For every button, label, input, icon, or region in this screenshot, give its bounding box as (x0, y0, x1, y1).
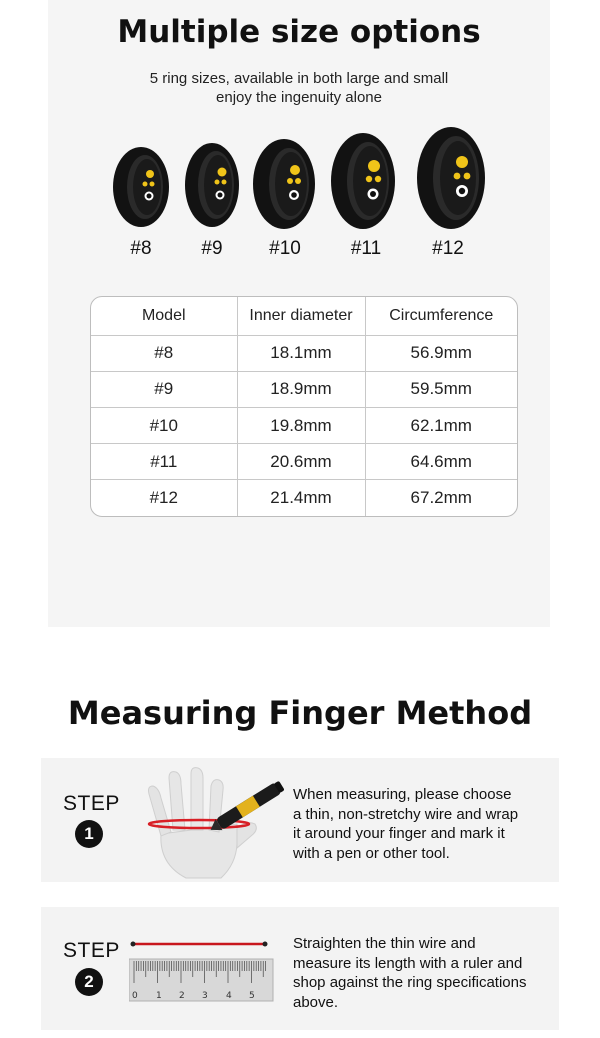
ring-label-10: #10 (269, 238, 301, 259)
step-1-card (41, 758, 559, 882)
ruler-label-1: 1 (156, 991, 162, 1001)
measuring-method-title: Measuring Finger Method (67, 694, 533, 732)
step-1-number-badge: 1 (75, 820, 103, 848)
step-2-number-badge: 2 (75, 968, 103, 996)
cell-inner-diameter: 20.6mm (237, 444, 365, 480)
cell-circumference: 56.9mm (365, 335, 517, 371)
step-1-line: with a pen or other tool. (293, 844, 450, 862)
step-1-instructions (293, 785, 555, 863)
ring-size-lineup (48, 122, 550, 262)
table-row (91, 335, 517, 371)
step-2-instructions (293, 934, 555, 1012)
ring-image-8 (112, 146, 170, 228)
table-row (91, 371, 517, 407)
cell-model: #12 (91, 480, 237, 516)
cell-circumference: 62.1mm (365, 407, 517, 443)
ring-size-table (90, 296, 518, 517)
subtitle-line-1: 5 ring sizes, available in both large and small (149, 70, 449, 87)
cell-inner-diameter: 21.4mm (237, 480, 365, 516)
step-2-card (41, 907, 559, 1030)
cell-model: #10 (91, 407, 237, 443)
size-options-panel (48, 0, 550, 627)
size-options-subtitle (48, 69, 550, 107)
step-1-line: a thin, non-stretchy wire and wrap (293, 805, 519, 823)
header-inner-diameter: Inner diameter (237, 297, 365, 335)
cell-model: #11 (91, 444, 237, 480)
ruler-label-2: 2 (179, 991, 185, 1001)
table-row (91, 480, 517, 516)
header-model: Model (91, 297, 237, 335)
subtitle-line-2: enjoy the ingenuity alone (216, 89, 382, 106)
cell-circumference: 64.6mm (365, 444, 517, 480)
size-options-title: Multiple size options (117, 14, 481, 50)
ring-image-11 (330, 132, 396, 230)
step-1-line: it around your finger and mark it (293, 825, 505, 842)
ring-image-10 (252, 138, 316, 230)
header-circumference: Circumference (365, 297, 517, 335)
cell-model: #9 (91, 371, 237, 407)
wire-and-ruler-illustration (129, 935, 275, 1003)
ring-image-12 (416, 126, 486, 230)
ruler-label-4: 4 (226, 991, 232, 1001)
ruler-label-0: 0 (132, 991, 138, 1001)
ring-label-12: #12 (432, 238, 464, 259)
step-1-line: When measuring, please choose (293, 786, 512, 803)
cell-circumference: 67.2mm (410, 488, 472, 508)
step-2-line: measure its length with a ruler and (293, 954, 523, 972)
step-2-line: shop against the ring specifications (293, 974, 527, 991)
table-row (91, 407, 517, 443)
table-header-row (91, 297, 517, 335)
cell-circumference: 59.5mm (365, 371, 517, 407)
hand-wire-illustration (141, 764, 291, 882)
ring-image-9 (184, 142, 240, 228)
step-1-word: STEP (63, 792, 120, 815)
cell-model: #8 (91, 335, 237, 371)
cell-inner-diameter: 18.9mm (237, 371, 365, 407)
ring-label-9: #9 (201, 238, 223, 259)
cell-inner-diameter: 18.1mm (237, 335, 365, 371)
table-row (91, 444, 517, 480)
ring-label-11: #11 (350, 238, 382, 259)
step-2-line: Straighten the thin wire and (293, 935, 476, 952)
ring-label-8: #8 (130, 238, 152, 259)
ruler-label-3: 3 (202, 991, 208, 1001)
step-2-word: STEP (63, 939, 120, 962)
step-2-line: above. (293, 993, 339, 1011)
cell-inner-diameter: 19.8mm (237, 407, 365, 443)
ruler-label-5: 5 (249, 991, 255, 1001)
